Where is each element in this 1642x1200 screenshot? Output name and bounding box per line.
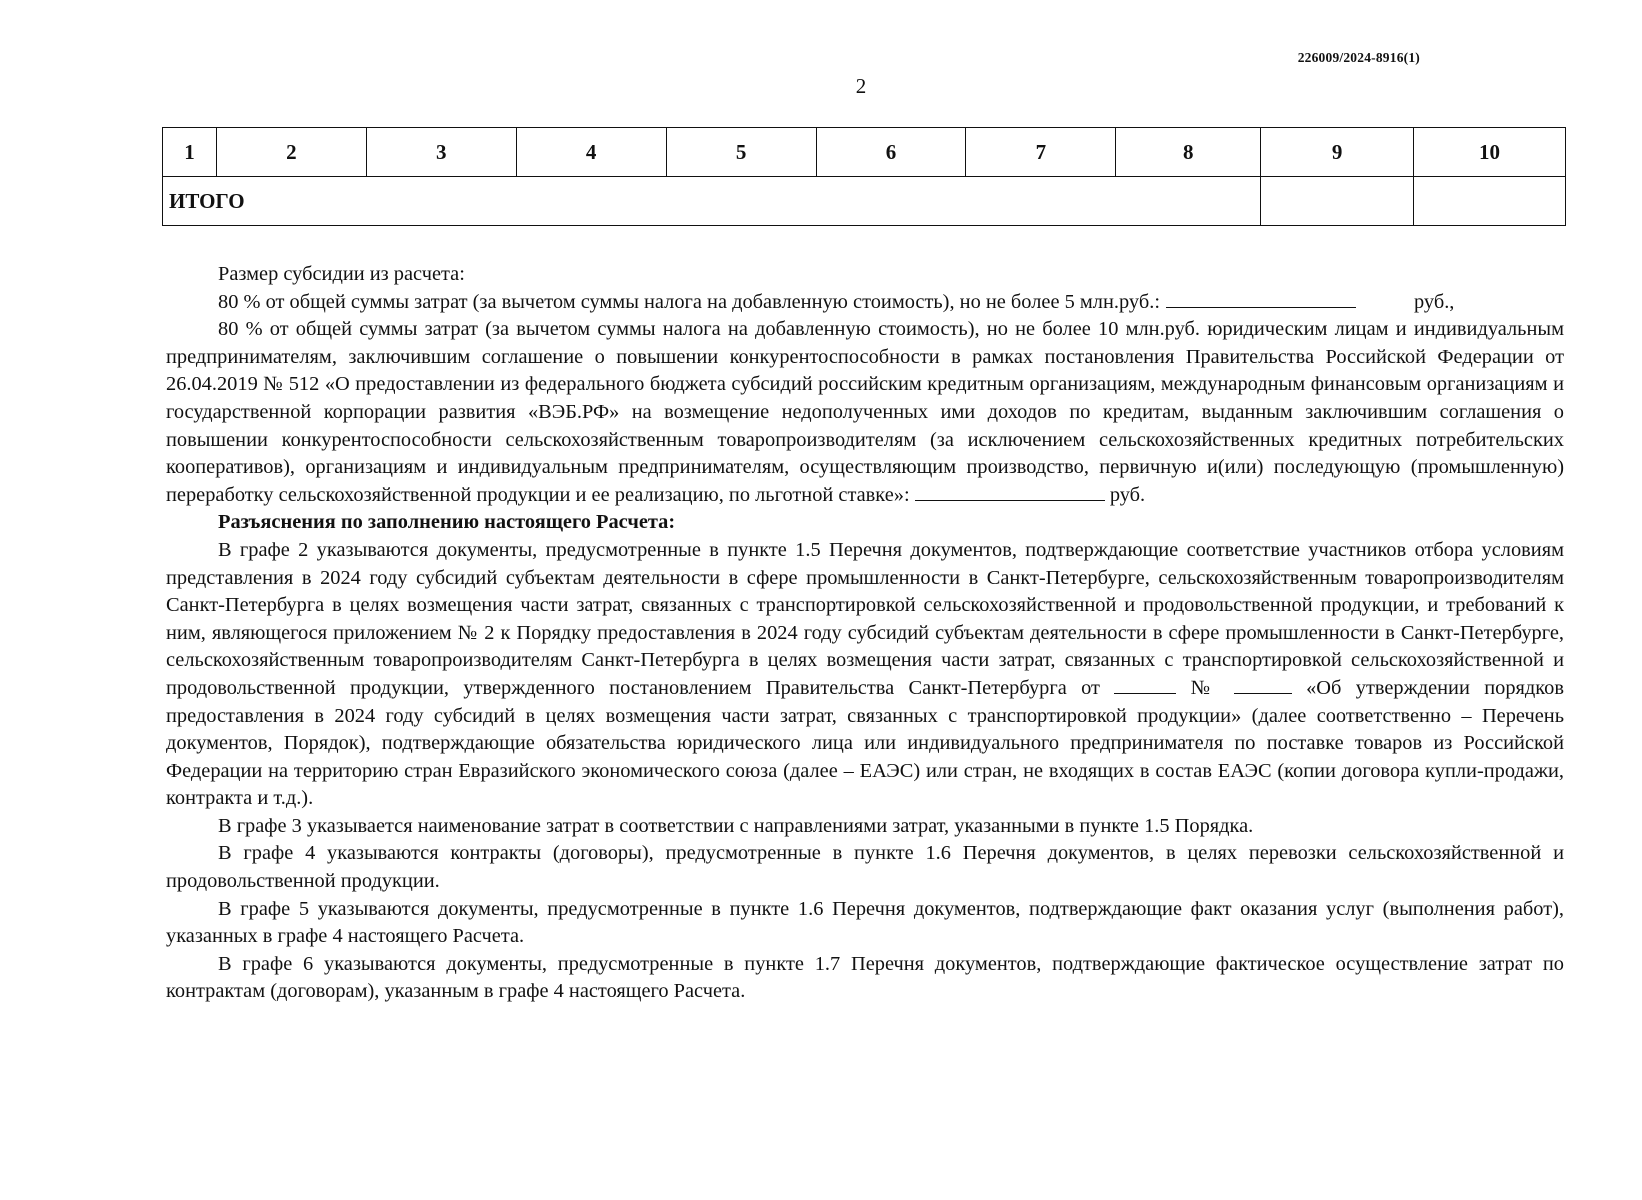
table-total-row (163, 177, 1566, 226)
column-number: 6 (816, 128, 966, 177)
column-number: 8 (1116, 128, 1261, 177)
paragraph-column-5: В графе 5 указываются документы, предусмотренные в пункте 1.6 Перечня документов, подтверждающие факт оказания услуг (выполнения работ), указанных в графе 4 настоящего Расчета. (166, 897, 1564, 948)
column-number: 3 (366, 128, 516, 177)
column-number: 4 (516, 128, 666, 177)
paragraph-column-2-part-2: «Об утверждении порядков предоставления в 2024 году субсидий в целях возмещения части затрат, связанных с транспортировкой продукции» (далее соответственно – Перечень документов, Порядок), подтверждающие обязательства юридического лица или индивидуального предпринимателя по поставке товаров из Российской Федерации на территорию стран Евразийского экономического союза (далее – ЕАЭС) или стран, не входящих в состав ЕАЭС (копии договора купли-продажи, контракта и т.д.). (166, 676, 1564, 810)
column-number: 10 (1414, 128, 1566, 177)
paragraph-column-6: В графе 6 указываются документы, предусмотренные в пункте 1.7 Перечня документов, подтверждающие фактическое осуществление затрат по контрактам (договорам), указанным в графе 4 настоящего Расчета. (166, 952, 1564, 1003)
explanations-heading: Разъяснения по заполнению настоящего Расчета: (218, 511, 676, 534)
paragraph-column-3: В графе 3 указывается наименование затрат в соответствии с направлениями затрат, указанными в пункте 1.5 Порядка. (218, 814, 1254, 837)
column-number: 7 (966, 128, 1116, 177)
subsidy-line-2-unit: руб. (1109, 483, 1146, 506)
paragraph-column-2-part-1: В графе 2 указываются документы, предусмотренные в пункте 1.5 Перечня документов, подтверждающие соответствие участников отбора условиям представления в 2024 году субсидий субъектам деятельности в сфере промышленности в Санкт-Петербурге, сельскохозяйственным товаропроизводителям Санкт-Петербурга в целях возмещения части затрат, связанных с транспортировкой сельскохозяйственной и продовольственной продукции, и требований к ним, являющегося приложением № 2 к Порядку предоставления в 2024 году субсидий субъектам деятельности в сфере промышленности в Санкт-Петербурге, сельскохозяйственным товаропроизводителям Санкт-Петербурга в целях возмещения части затрат, связанных с транспортировкой сельскохозяйственной и продовольственной продукции, утвержденного постановлением Правительства Санкт-Петербурга от (166, 538, 1564, 699)
amount-blank-1[interactable] (1166, 289, 1356, 308)
column-number: 9 (1261, 128, 1414, 177)
paragraph-column-2 (166, 537, 1564, 813)
column-number: 2 (216, 128, 366, 177)
page-number: 2 (855, 74, 867, 98)
subsidy-line-1 (166, 289, 1564, 317)
total-cell-10[interactable] (1414, 177, 1566, 226)
document-number: 226009/2024-8916(1) (1297, 50, 1420, 65)
date-blank[interactable] (1114, 675, 1176, 694)
total-label: ИТОГО (163, 177, 1261, 226)
column-number: 1 (163, 128, 217, 177)
column-number: 5 (666, 128, 816, 177)
paragraph-column-4: В графе 4 указываются контракты (договоры), предусмотренные в пункте 1.6 Перечня документов, в целях перевозки сельскохозяйственной и продовольственной продукции. (166, 842, 1564, 893)
subsidy-line-2 (166, 316, 1564, 509)
document-body (166, 261, 1564, 1006)
total-cell-9[interactable] (1261, 177, 1414, 226)
subsidy-line-1-unit: руб., (1413, 290, 1455, 313)
subsidy-intro: Размер субсидии из расчета: (218, 263, 465, 285)
number-blank[interactable] (1234, 675, 1292, 694)
amount-blank-2[interactable] (915, 482, 1105, 501)
subsidy-line-1-text: 80 % от общей суммы затрат (за вычетом суммы налога на добавленную стоимость), но не более 5 млн.руб.: (218, 290, 1160, 313)
calculation-table (162, 127, 1566, 226)
subsidy-line-2-text: 80 % от общей суммы затрат (за вычетом суммы налога на добавленную стоимость), но не более 10 млн.руб. юридическим лицам и индивидуальным предпринимателям, заключившим соглашение о повышении конкурентоспособности в рамках постановления Правительства Российской Федерации от 26.04.2019 № 512 «О предоставлении из федерального бюджета субсидий российским кредитным организациям, международным финансовым организациям и государственной корпорации развития «ВЭБ.РФ» на возмещение недополученных ими доходов по кредитам, выданным заключившим соглашения о повышении конкурентоспособности сельскохозяйственным товаропроизводителям (за исключением сельскохозяйственных кредитных потребительских кооперативов), организациям и индивидуальным предпринимателям, осуществляющим производство, первичную и(или) последующую (промышленную) переработку сельскохозяйственной продукции и ее реализацию, по льготной ставке»: (166, 318, 1564, 506)
table-header-row (163, 128, 1566, 177)
number-sign: № (1190, 676, 1220, 699)
